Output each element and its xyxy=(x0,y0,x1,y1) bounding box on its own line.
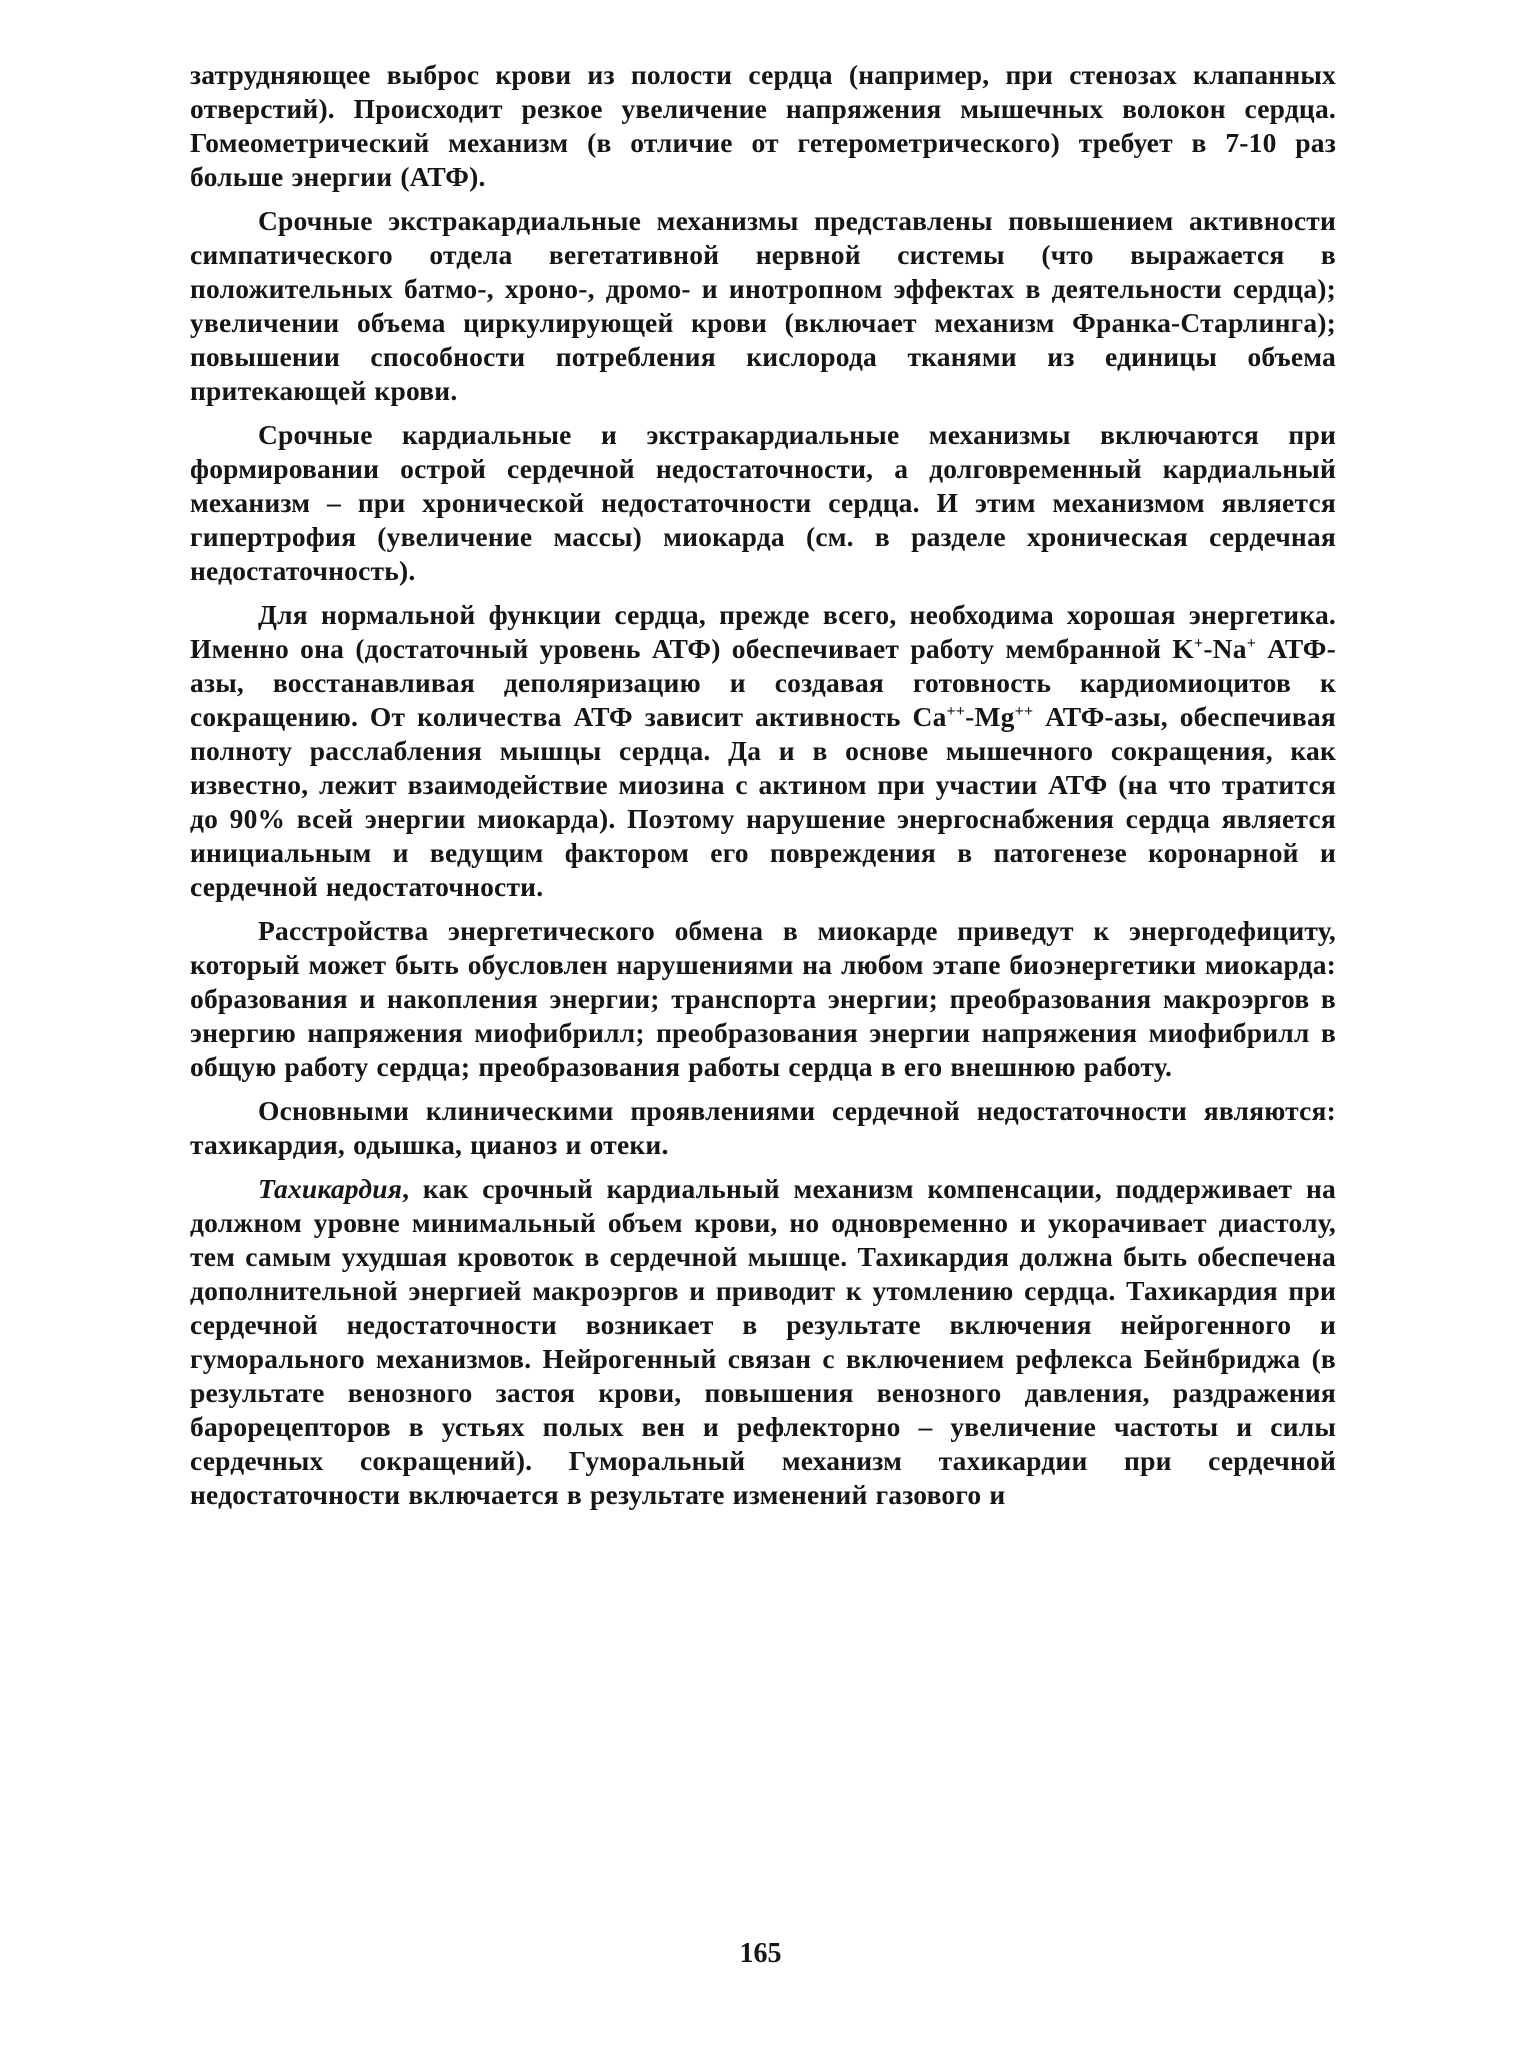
superscript-plus-1: + xyxy=(1193,634,1204,652)
superscript-plus-4: ++ xyxy=(1014,702,1034,720)
paragraph-2-text: Срочные экстракардиальные механизмы представлены повышением активности симпатического отдела вегетативной нервной системы (что выражается в положительных батмо-, хроно-, дромо- и инотропном эффектах в деятельности сердца); увеличении объема циркулирующей крови (включает механизм Франка-Старлинга); повышении способности потребления кислорода тканями из единицы объема притекающей крови. xyxy=(190,205,1336,406)
superscript-plus-3: ++ xyxy=(946,702,966,720)
paragraph-6-text: Основными клиническими проявлениями сердечной недостаточности являются: тахикардия, одышка, цианоз и отеки. xyxy=(190,1095,1336,1160)
paragraph-1-text: затрудняющее выброс крови из полости сердца (например, при стенозах клапанных отверстий). Происходит резкое увеличение напряжения мышечных волокон сердца. Гомеометрический механизм (в отличие от гетерометрического) требует в 7-10 раз больше энергии (АТФ). xyxy=(190,59,1336,192)
paragraph-5 xyxy=(190,914,1336,1084)
paragraph-4-text-c: АТФ-азы, восстанавливая деполяризацию и создавая готовность кардиомиоцитов к сокращению. От количества АТФ зависит активность Ca xyxy=(190,633,1336,732)
paragraph-4-text-d: -Mg xyxy=(965,701,1015,732)
paragraph-4-text-a: Для нормальной функции сердца, прежде всего, необходима хорошая энергетика. Именно она (достаточный уровень АТФ) обеспечивает работу мембранной K xyxy=(190,599,1336,664)
page-number: 165 xyxy=(739,1938,782,1969)
term-tachycardia: Тахикардия xyxy=(258,1173,403,1204)
paragraph-4-text-e: АТФ-азы, обеспечивая полноту расслабления мышцы сердца. Да и в основе мышечного сокращения, как известно, лежит взаимодействие миозина с актином при участии АТФ (на что тратится до 90% всей энергии миокарда). Поэтому нарушение энергоснабжения сердца является инициальным и ведущим фактором его повреждения в патогенезе коронарной и сердечной недостаточности. xyxy=(190,701,1336,902)
paragraph-4 xyxy=(190,598,1336,904)
paragraph-3-text: Срочные кардиальные и экстракардиальные механизмы включаются при формировании острой сердечной недостаточности, а долговременный кардиальный механизм – при хронической недостаточности сердца. И этим механизмом является гипертрофия (увеличение массы) миокарда (см. в разделе хроническая сердечная недостаточность). xyxy=(190,419,1336,586)
paragraph-1 xyxy=(190,58,1336,194)
page-body xyxy=(190,58,1336,1522)
paragraph-3 xyxy=(190,418,1336,588)
paragraph-7 xyxy=(190,1172,1336,1512)
superscript-plus-2: + xyxy=(1246,634,1257,652)
paragraph-2 xyxy=(190,204,1336,408)
paragraph-4-text-b: -Na xyxy=(1203,633,1247,664)
paragraph-6 xyxy=(190,1094,1336,1162)
paragraph-7-text: , как срочный кардиальный механизм компенсации, поддерживает на должном уровне минимальный объем крови, но одновременно и укорачивает диастолу, тем самым ухудшая кровоток в сердечной мышце. Тахикардия должна быть обеспечена дополнительной энергией макроэргов и приводит к утомлению сердца. Тахикардия при сердечной недостаточности возникает в результате включения нейрогенного и гуморального механизмов. Нейрогенный связан с включением рефлекса Бейнбриджа (в результате венозного застоя крови, повышения венозного давления, раздражения барорецепторов в устьях полых вен и рефлекторно – увеличение частоты и силы сердечных сокращений). Гуморальный механизм тахикардии при сердечной недостаточности включается в результате изменений газового и xyxy=(190,1173,1336,1510)
paragraph-5-text: Расстройства энергетического обмена в миокарде приведут к энергодефициту, который может быть обусловлен нарушениями на любом этапе биоэнергетики миокарда: образования и накопления энергии; транспорта энергии; преобразования макроэргов в энергию напряжения миофибрилл; преобразования энергии напряжения миофибрилл в общую работу сердца; преобразования работы сердца в его внешнюю работу. xyxy=(190,915,1336,1082)
